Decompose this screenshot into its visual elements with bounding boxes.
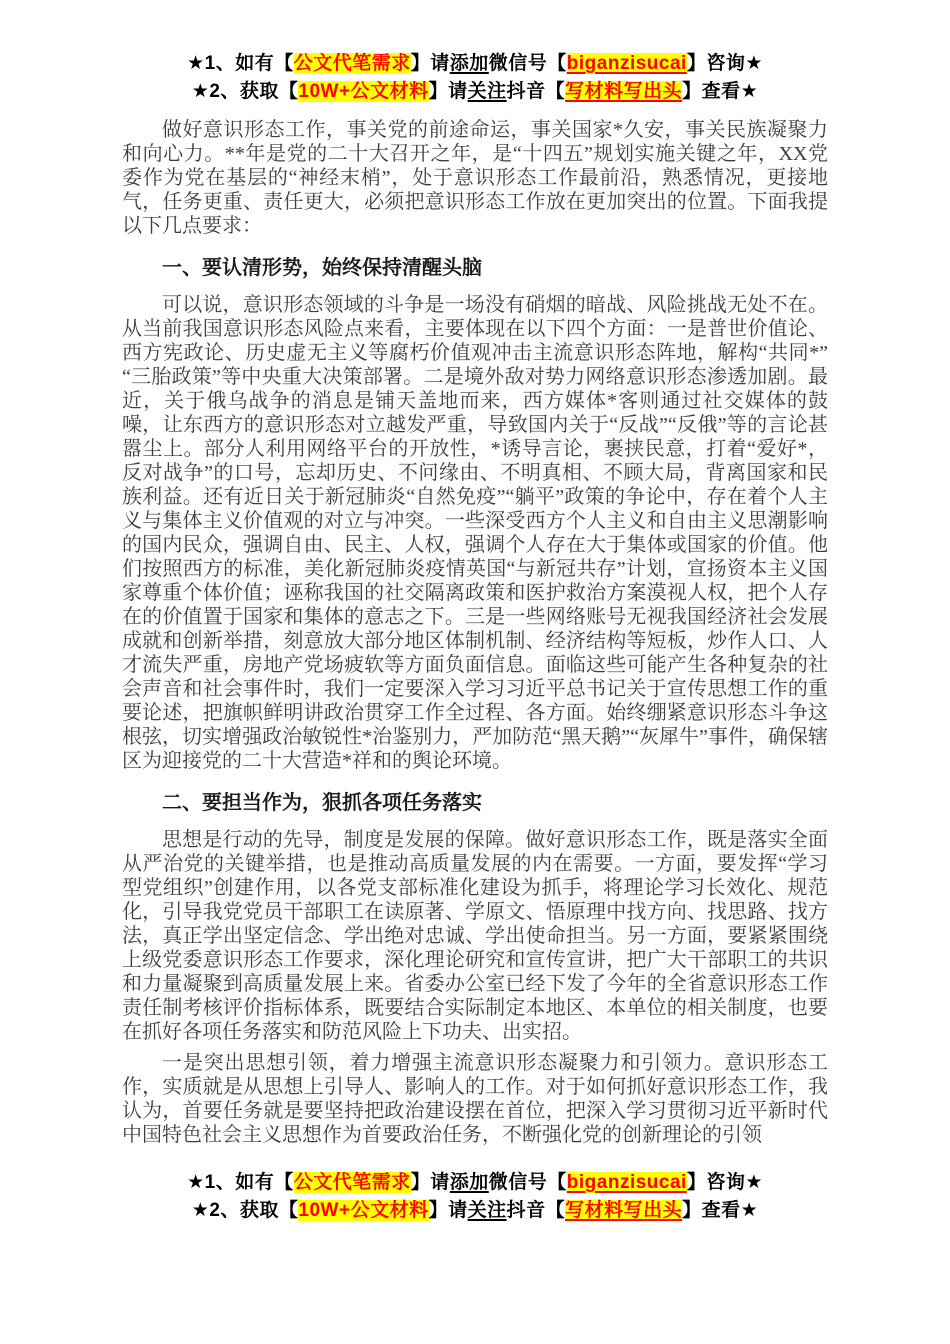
promo-line2-highlight-materials: 10W+公文材料 <box>298 1200 429 1221</box>
promo-line1-mid1: 】请 <box>410 1172 450 1193</box>
section-1-heading: 一、要认清形势，始终保持清醒头脑 <box>162 257 482 279</box>
promo-line2-highlight-materials: 10W+公文材料 <box>298 81 429 102</box>
promo-line2-suffix: 】查看★ <box>682 1200 759 1221</box>
promo-line1-underlined-action: 添加 <box>449 1172 489 1193</box>
promo-line1-suffix: 】咨询★ <box>686 1172 763 1193</box>
promo-line1-mid2: 微信号【 <box>488 1172 567 1193</box>
promo-line2-mid2: 抖音【 <box>506 1200 566 1221</box>
promo-header-line-1 <box>122 50 828 78</box>
promo-line2-mid2: 抖音【 <box>506 81 566 102</box>
promo-line2-mid1: 】请 <box>428 1200 468 1221</box>
promo-line2-douyin-id: 写材料写出头 <box>565 1200 683 1221</box>
promo-line1-highlight-service: 公文代笔需求 <box>293 1172 411 1193</box>
promo-line1-mid1: 】请 <box>410 53 450 74</box>
section-2-paragraph-1: 思想是行动的先导，制度是发展的保障。做好意识形态工作，既是落实全面从严治党的关键举措，也是推动高质量发展的内在需要。一方面，要发挥“学习型党组织”创建作用，以各党支部标准化建设为抓手，将理论学习长效化、规范化，引导我党党员干部职工在读原著、学原文、悟原理中找方向、找思路、找方法，真正学出坚定信念、学出绝对忠诚、学出使命担当。另一方面，要紧紧围绕上级党委意识形态工作要求，深化理论研究和宣传宣讲，把广大干部职工的共识和力量凝聚到高质量发展上来。省委办公室已经下发了今年的全省意识形态工作责任制考核评价指标体系，既要结合实际制定本地区、本单位的相关制度，也要在抓好各项任务落实和防范风险上下功夫、出实招。 <box>122 829 828 1043</box>
promo-line2-prefix: ★2、获取【 <box>191 81 299 102</box>
promo-footer <box>122 1169 828 1225</box>
promo-line2-suffix: 】查看★ <box>682 81 759 102</box>
promo-header <box>122 50 828 106</box>
promo-line2-underlined-action: 关注 <box>467 1200 507 1221</box>
promo-header-line-2 <box>122 78 828 106</box>
promo-footer-line-1 <box>122 1169 828 1197</box>
promo-line2-prefix: ★2、获取【 <box>191 1200 299 1221</box>
promo-line1-prefix: ★1、如有【 <box>187 1172 294 1193</box>
promo-line2-douyin-id: 写材料写出头 <box>565 81 683 102</box>
promo-line1-prefix: ★1、如有【 <box>187 53 294 74</box>
promo-line1-wechat-id: biganzisucai <box>566 1172 687 1193</box>
promo-line1-underlined-action: 添加 <box>449 53 489 74</box>
promo-line1-wechat-id: biganzisucai <box>566 53 687 74</box>
promo-line1-mid2: 微信号【 <box>488 53 567 74</box>
promo-line2-mid1: 】请 <box>428 81 468 102</box>
promo-footer-line-2 <box>122 1197 828 1225</box>
promo-line1-highlight-service: 公文代笔需求 <box>293 53 411 74</box>
promo-line2-underlined-action: 关注 <box>467 81 507 102</box>
promo-line1-suffix: 】咨询★ <box>686 53 763 74</box>
section-1-paragraph-1: 可以说，意识形态领域的斗争是一场没有硝烟的暗战、风险挑战无处不在。从当前我国意识形态风险点来看，主要体现在以下四个方面：一是普世价值论、西方宪政论、历史虚无主义等腐朽价值观冲击主流意识形态阵地，解构“共同*”“三胎政策”等中央重大决策部署。二是境外敌对势力网络意识形态渗透加剧。最近，关于俄乌战争的消息是铺天盖地而来，西方媒体*客则通过社交媒体的鼓噪，让东西方的意识形态对立越发严重，导致国内关于“反战”“反俄”等的言论甚嚣尘上。部分人利用网络平台的开放性，*诱导言论，裹挟民意，打着“爱好*，反对战争”的口号，忘却历史、不问缘由、不明真相、不顾大局，背离国家和民族利益。还有近日关于新冠肺炎“自然免疫”“躺平”政策的争论中，存在着个人主义与集体主义价值观的对立与冲突。一些深受西方个人主义和自由主义思潮影响的国内民众，强调自由、民主、人权，强调个人存在大于集体或国家的价值。他们按照西方的标准，美化新冠肺炎疫情英国“与新冠共存”计划，宣扬资本主义国家尊重个体价值；诬称我国的社交隔离政策和医护救治方案漠视人权，把个人存在的价值置于国家和集体的意志之下。三是一些网络账号无视我国经济社会发展成就和创新举措，刻意放大部分地区体制机制、经济结构等短板，炒作人口、人才流失严重，房地产党场疲软等方面负面信息。面临这些可能产生各种复杂的社会声音和社会事件时，我们一定要深入学习习近平总书记关于宣传思想工作的重要论述，把旗帜鲜明讲政治贯穿工作全过程、各方面。始终绷紧意识形态斗争这根弦，切实增强政治敏锐性*治鉴别力，严加防范“黑天鹅”“灰犀牛”事件，确保辖区为迎接党的二十大营造*祥和的舆论环境。 <box>122 294 828 772</box>
section-2-heading: 二、要担当作为，狠抓各项任务落实 <box>162 792 482 814</box>
section-2-paragraph-2: 一是突出思想引领，着力增强主流意识形态凝聚力和引领力。意识形态工作，实质就是从思想上引导人、影响人的工作。对于如何抓好意识形态工作，我认为，首要任务就是要坚持把政治建设摆在首位，把深入学习贯彻习近平新时代中国特色社会主义思想作为首要政治任务，不断强化党的创新理论的引领 <box>122 1052 828 1146</box>
intro-paragraph: 做好意识形态工作，事关党的前途命运，事关国家*久安，事关民族凝聚力和向心力。**年是党的二十大召开之年，是“十四五”规划实施关键之年，XX党委作为党在基层的“神经末梢”，处于意识形态工作最前沿，熟悉情况，更接地气，任务更重、责任更大，必须把意识形态工作放在更加突出的位置。下面我提以下几点要求： <box>122 119 828 237</box>
